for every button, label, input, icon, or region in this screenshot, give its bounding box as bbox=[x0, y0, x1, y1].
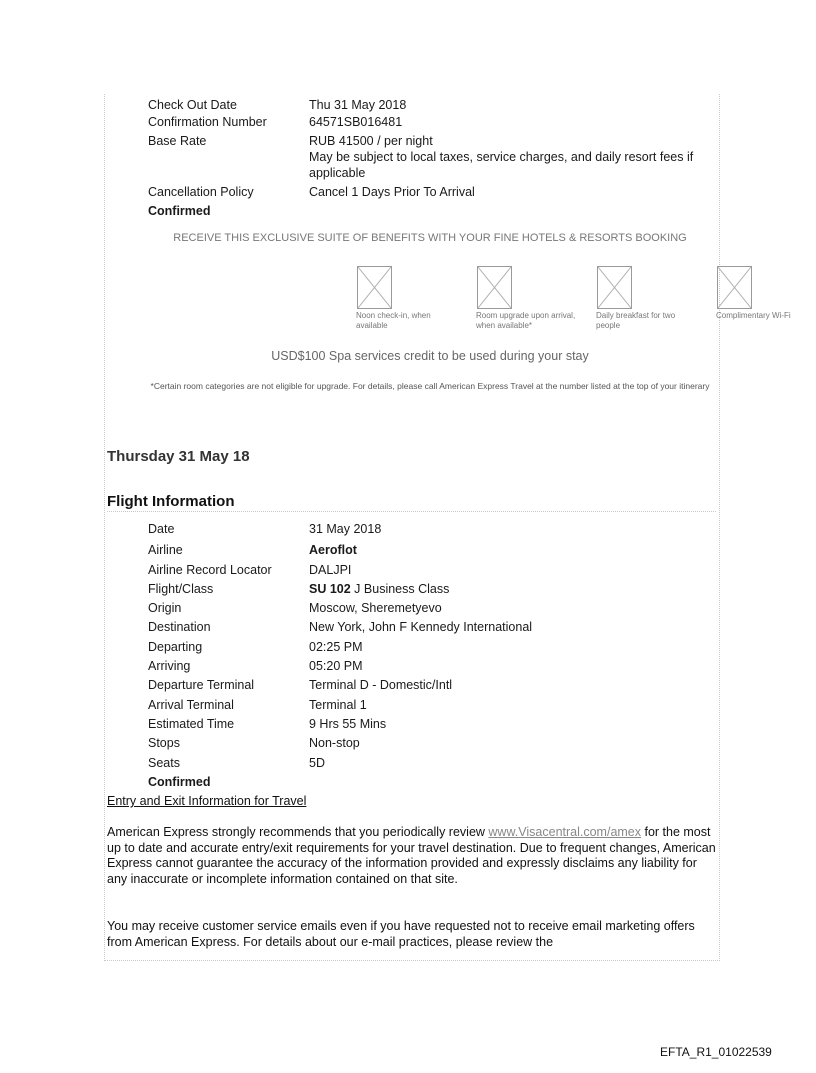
benefit-daily-breakfast bbox=[596, 266, 716, 331]
row-label: Arriving bbox=[148, 659, 191, 673]
row-value bbox=[309, 581, 729, 597]
day-heading: Thursday 31 May 18 bbox=[107, 448, 250, 465]
row-value: Aeroflot bbox=[309, 543, 357, 557]
row-value: 02:25 PM bbox=[309, 640, 363, 654]
row-value: Moscow, Sheremetyevo bbox=[309, 601, 442, 615]
benefit-caption: Room upgrade upon arrival, when available* bbox=[476, 311, 576, 330]
upgrade-footnote: *Certain room categories are not eligible for upgrade. For details, please call American Express Travel at the number listed at the top of your itinerary bbox=[150, 381, 710, 391]
flight-status: Confirmed bbox=[148, 775, 211, 789]
row-label: Date bbox=[148, 522, 175, 536]
hotel-status: Confirmed bbox=[148, 204, 211, 218]
row-label: Flight/Class bbox=[148, 582, 214, 596]
flight-class: J Business Class bbox=[350, 582, 450, 596]
row-label: Destination bbox=[148, 620, 211, 634]
flight-number: SU 102 bbox=[309, 582, 351, 596]
row-value: 05:20 PM bbox=[309, 659, 363, 673]
base-rate-note: May be subject to local taxes, service charges, and daily resort fees if applicable bbox=[309, 150, 694, 180]
row-value: New York, John F Kennedy International bbox=[309, 620, 533, 634]
flight-section-heading: Flight Information bbox=[107, 493, 235, 510]
image-placeholder-icon bbox=[477, 266, 512, 309]
para-text: for the most up to date and accurate entry/exit requirements for your travel destination. Due to frequent changes, American Express cannot guarantee the accuracy of the information provided and expressly disclaims any liability for any inaccurate or incomplete information contained on that site. bbox=[107, 825, 716, 886]
section-divider bbox=[107, 511, 716, 512]
image-placeholder-icon bbox=[717, 266, 752, 309]
row-label: Airline bbox=[148, 543, 183, 557]
benefit-caption: Noon check-in, when available bbox=[356, 311, 431, 330]
benefit-wifi bbox=[716, 266, 814, 321]
row-value: 5D bbox=[309, 756, 325, 770]
row-value bbox=[309, 133, 729, 181]
row-label: Arrival Terminal bbox=[148, 698, 234, 712]
spa-credit: USD$100 Spa services credit to be used during your stay bbox=[271, 349, 589, 363]
visacentral-link[interactable]: www.Visacentral.com/amex bbox=[488, 825, 642, 839]
image-placeholder-icon bbox=[357, 266, 392, 309]
row-label: Cancellation Policy bbox=[148, 185, 254, 199]
row-label: Confirmation Number bbox=[148, 115, 267, 129]
row-label: Origin bbox=[148, 601, 182, 615]
entry-info-paragraph bbox=[107, 825, 717, 887]
row-label: Base Rate bbox=[148, 134, 207, 148]
row-label: Airline Record Locator bbox=[148, 563, 272, 577]
benefit-caption: Complimentary Wi-Fi bbox=[716, 311, 791, 320]
row-value: Cancel 1 Days Prior To Arrival bbox=[309, 185, 475, 199]
benefit-room-upgrade bbox=[476, 266, 596, 331]
para-text: American Express strongly recommends that you periodically review bbox=[107, 825, 489, 839]
promo-title: RECEIVE THIS EXCLUSIVE SUITE OF BENEFITS WITH YOUR FINE HOTELS & RESORTS BOOKING bbox=[173, 232, 687, 244]
row-label: Departure Terminal bbox=[148, 678, 255, 692]
row-value: 9 Hrs 55 Mins bbox=[309, 717, 387, 731]
row-label: Departing bbox=[148, 640, 203, 654]
email-practices-paragraph: You may receive customer service emails even if you have requested not to receive email marketing offers from American Express. For details about our e-mail practices, please review the bbox=[107, 919, 695, 949]
row-label: Estimated Time bbox=[148, 717, 235, 731]
row-label: Check Out Date bbox=[148, 98, 237, 112]
benefit-caption: Daily breakfast for two people bbox=[596, 311, 676, 330]
row-value: 31 May 2018 bbox=[309, 522, 382, 536]
row-label: Stops bbox=[148, 736, 180, 750]
row-value: DALJPI bbox=[309, 563, 352, 577]
entry-exit-info-link[interactable]: Entry and Exit Information for Travel bbox=[107, 794, 307, 808]
benefit-noon-checkin bbox=[356, 266, 476, 331]
row-value: Non-stop bbox=[309, 736, 360, 750]
row-label: Seats bbox=[148, 756, 180, 770]
document-id: EFTA_R1_01022539 bbox=[660, 1045, 772, 1059]
row-value: Thu 31 May 2018 bbox=[309, 98, 407, 112]
row-value: Terminal D - Domestic/Intl bbox=[309, 678, 453, 692]
base-rate-amount: RUB 41500 / per night bbox=[309, 134, 433, 148]
row-value: Terminal 1 bbox=[309, 698, 367, 712]
row-value: 64571SB016481 bbox=[309, 115, 403, 129]
image-placeholder-icon bbox=[597, 266, 632, 309]
